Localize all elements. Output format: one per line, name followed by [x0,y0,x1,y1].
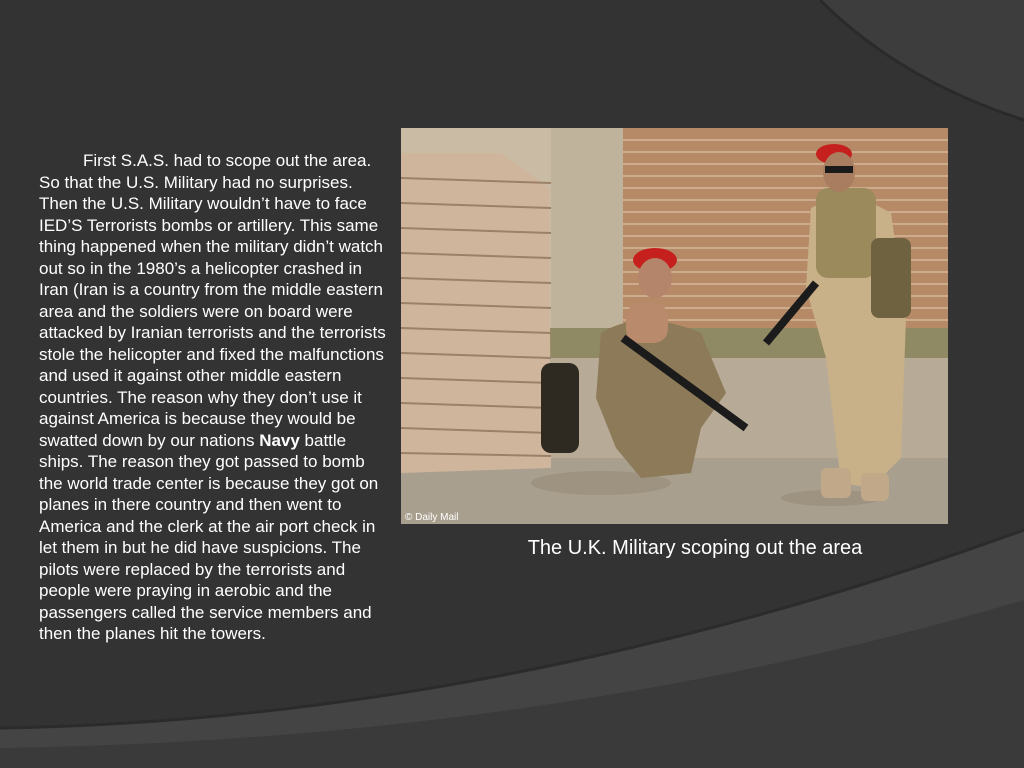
body-paragraph [39,150,389,645]
military-photo [401,128,948,524]
paragraph-part-2: battle ships. The reason they got passed to bomb the world trade center is because they got on planes in there country and then went to America and the clerk at the air port check in let them in but he did have suspicions. The pilots were replaced by the terrorists and people were praying in aerobic and the passengers called the service members and then the planes hit the towers. [39,430,379,643]
photo-illustration [401,128,948,524]
photo-watermark: © Daily Mail [405,512,459,523]
paragraph-part-1: First S.A.S. had to scope out the area. So that the U.S. Military had no surprises. Then the U.S. Military wouldn’t have to face IED’S Terrorists bombs or artillery. This same thing happened when the military didn’t watch out so in the 1980’s a helicopter crashed in Iran (Iran is a country from the middle eastern area and the soldiers were on board were attacked by Iranian terrorists and the terrorists stole the helicopter and fixed the malfunctions and used it against other middle eastern countries. The reason why they don’t use it against America is because they would be swatted down by our nations [39,151,386,450]
photo-caption: The U.K. Military scoping out the area [527,537,863,559]
navy-bold-word: Navy [259,430,300,450]
